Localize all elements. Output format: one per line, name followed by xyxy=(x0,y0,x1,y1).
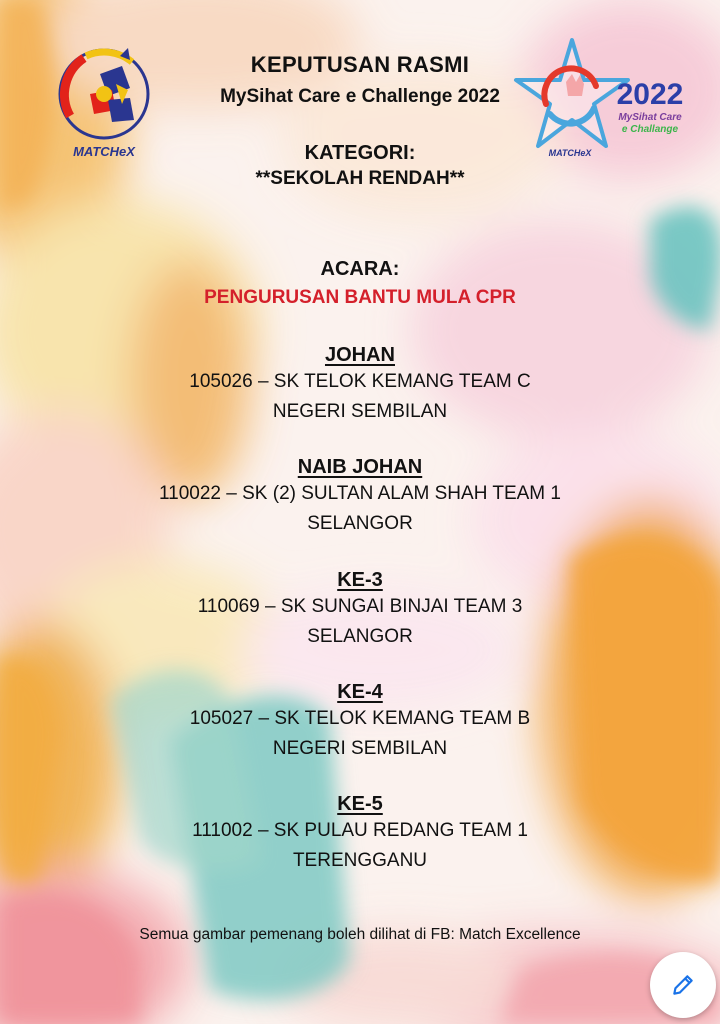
document-title: KEPUTUSAN RASMI xyxy=(250,52,470,77)
document-subtitle: MySihat Care e Challenge 2022 xyxy=(220,86,500,107)
place-heading: NAIB JOHAN xyxy=(297,456,423,478)
edit-button[interactable] xyxy=(650,952,716,1018)
place-heading: KE-4 xyxy=(337,681,383,703)
place-heading: KE-5 xyxy=(337,793,383,815)
logo-right-year: 2022 xyxy=(616,78,684,111)
place-heading: JOHAN xyxy=(324,344,395,366)
place-heading: KE-3 xyxy=(337,569,383,591)
result-block xyxy=(0,344,720,427)
team-name: 105026 – SK TELOK KEMANG TEAM C xyxy=(189,371,531,392)
team-name: 111002 – SK PULAU REDANG TEAM 1 xyxy=(192,820,528,841)
logo-right-line2: e Challange xyxy=(621,124,679,135)
result-block xyxy=(0,793,720,876)
team-state: SELANGOR xyxy=(307,513,413,534)
category-label: KATEGORI: xyxy=(304,142,416,164)
logo-left-text: MATCHeX xyxy=(73,144,135,159)
team-name: 110022 – SK (2) SULTAN ALAM SHAH TEAM 1 xyxy=(159,483,561,504)
team-state: TERENGGANU xyxy=(292,850,428,871)
event-label: ACARA: xyxy=(320,258,400,280)
pencil-icon xyxy=(670,972,696,998)
result-block xyxy=(0,681,720,764)
result-block xyxy=(0,456,720,539)
category-value: **SEKOLAH RENDAH** xyxy=(255,168,465,189)
team-state: SELANGOR xyxy=(307,626,413,647)
team-name: 110069 – SK SUNGAI BINJAI TEAM 3 xyxy=(197,596,523,617)
result-block xyxy=(0,569,720,652)
team-state: NEGERI SEMBILAN xyxy=(272,401,448,422)
team-state: NEGERI SEMBILAN xyxy=(272,738,448,759)
footer-note: Semua gambar pemenang boleh dilihat di FB: Match Excellence xyxy=(139,926,581,943)
event-name: PENGURUSAN BANTU MULA CPR xyxy=(204,287,516,308)
logo-right-small: MATCHeX xyxy=(548,148,592,158)
team-name: 105027 – SK TELOK KEMANG TEAM B xyxy=(189,708,531,729)
logo-right-line1: MySihat Care xyxy=(618,112,682,123)
